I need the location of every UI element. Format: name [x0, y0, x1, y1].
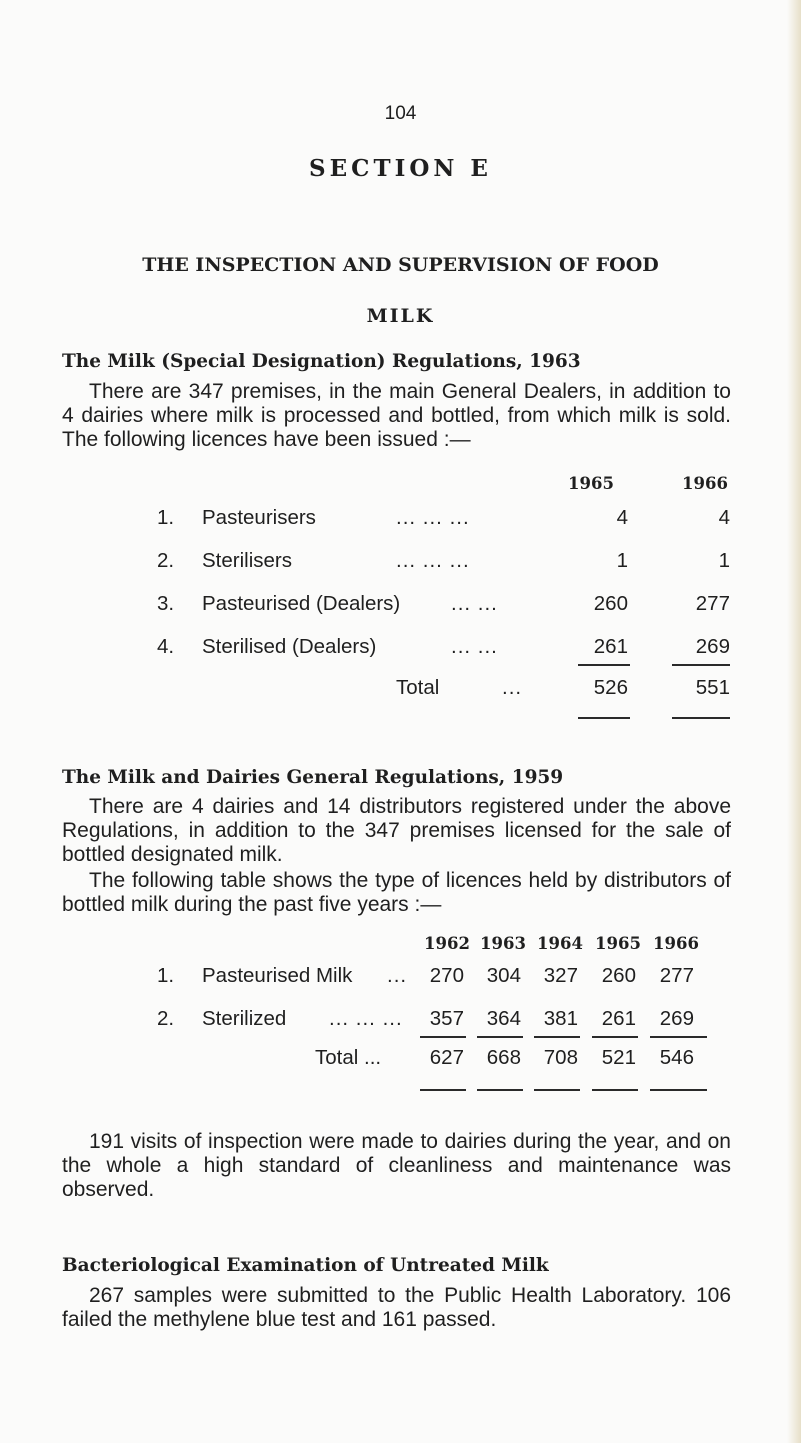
cell-value: 270 [429, 964, 464, 987]
row-number: 1. [157, 964, 175, 987]
row-number: 2. [157, 1007, 175, 1030]
sum-rule [578, 664, 630, 666]
general-regulations-text-1: There are 4 dairies and 14 distributors registered under the above Regulations, in addition to the 347 premises licensed for the sale of bottled designated milk. [62, 795, 731, 866]
leader-dots: ... [387, 964, 408, 987]
leader-dots: ... [502, 676, 523, 699]
cell-value: 381 [543, 1007, 578, 1030]
inspection-visits-text: 191 visits of inspection were made to dairies during the year, and on the whole a high standard of cleanliness and maintenance was observed. [62, 1130, 731, 1201]
total-rule [650, 1089, 707, 1091]
cell-value: 364 [486, 1007, 521, 1030]
year-header: 1965 [595, 934, 641, 953]
cell-value: 521 [601, 1046, 636, 1069]
cell-value: 304 [486, 964, 521, 987]
row-label: Pasteurised Milk [202, 964, 353, 987]
general-regulations-text-2: The following table shows the type of licences held by distributors of bottled milk during the past five years :— [62, 869, 731, 916]
total-rule [477, 1089, 523, 1091]
cell-value: 546 [659, 1046, 694, 1069]
main-title: THE INSPECTION AND SUPERVISION OF FOOD [142, 254, 659, 276]
sum-rule [420, 1036, 466, 1038]
total-rule [420, 1089, 466, 1091]
year-header: 1963 [480, 934, 526, 953]
cell-value: 269 [695, 635, 730, 658]
leader-dots: ... ... ... [396, 506, 470, 529]
cell-value: 261 [593, 635, 628, 658]
row-number: 3. [157, 592, 175, 615]
general-regulations-paragraph-1 [62, 795, 731, 867]
sum-rule [650, 1036, 707, 1038]
cell-value: 1 [616, 549, 628, 572]
row-label: Sterilized [202, 1007, 287, 1030]
row-number: 1. [157, 506, 175, 529]
year-header: 1966 [682, 474, 728, 493]
bacteriological-text: 267 samples were submitted to the Public Health Laboratory. 106 failed the methylene blue test and 161 passed. [62, 1284, 731, 1331]
special-designation-heading: The Milk (Special Designation) Regulations, 1963 [62, 351, 581, 372]
cell-value: 1 [718, 549, 730, 572]
row-number: 4. [157, 635, 175, 658]
total-rule [672, 717, 730, 719]
leader-dots: ... ... ... [396, 549, 470, 572]
subtitle: MILK [366, 305, 435, 327]
row-label: Pasteurised (Dealers) [202, 592, 401, 615]
year-header: 1966 [653, 934, 699, 953]
year-header: 1965 [568, 474, 614, 493]
sum-rule [672, 664, 730, 666]
cell-value: 260 [601, 964, 636, 987]
cell-value: 627 [429, 1046, 464, 1069]
special-designation-text: There are 347 premises, in the main General Dealers, in addition to 4 dairies where milk is processed and bottled, from which milk is sold. The following licences have been issued :— [62, 380, 731, 451]
cell-value: 4 [718, 506, 730, 529]
year-header: 1962 [424, 934, 470, 953]
leader-dots: ... ... ... [329, 1007, 403, 1030]
cell-value: 261 [601, 1007, 636, 1030]
total-rule [592, 1089, 638, 1091]
row-label: Sterilisers [202, 549, 292, 572]
bacteriological-paragraph [62, 1284, 731, 1332]
sum-rule [534, 1036, 580, 1038]
general-regulations-paragraph-2 [62, 869, 731, 917]
year-header: 1964 [537, 934, 583, 953]
cell-value: 708 [543, 1046, 578, 1069]
total-rule [534, 1089, 580, 1091]
page-number: 104 [384, 103, 417, 124]
cell-value: 260 [593, 592, 628, 615]
row-label: Sterilised (Dealers) [202, 635, 377, 658]
total-label: Total ... [315, 1046, 382, 1069]
page-edge-shading [787, 0, 801, 1443]
cell-value: 4 [616, 506, 628, 529]
cell-value: 526 [593, 676, 628, 699]
leader-dots: ... ... [451, 592, 498, 615]
inspection-visits-paragraph [62, 1130, 731, 1202]
special-designation-paragraph [62, 380, 731, 452]
row-number: 2. [157, 549, 175, 572]
cell-value: 277 [659, 964, 694, 987]
row-label: Pasteurisers [202, 506, 316, 529]
leader-dots: ... ... [451, 635, 498, 658]
cell-value: 277 [695, 592, 730, 615]
sum-rule [477, 1036, 523, 1038]
section-title: SECTION E [309, 155, 492, 182]
total-label: Total [396, 676, 440, 699]
bacteriological-heading: Bacteriological Examination of Untreated Milk [62, 1255, 549, 1276]
cell-value: 357 [429, 1007, 464, 1030]
total-rule [578, 717, 630, 719]
cell-value: 668 [486, 1046, 521, 1069]
general-regulations-heading: The Milk and Dairies General Regulations, 1959 [62, 767, 564, 788]
cell-value: 551 [695, 676, 730, 699]
cell-value: 327 [543, 964, 578, 987]
cell-value: 269 [659, 1007, 694, 1030]
sum-rule [592, 1036, 638, 1038]
